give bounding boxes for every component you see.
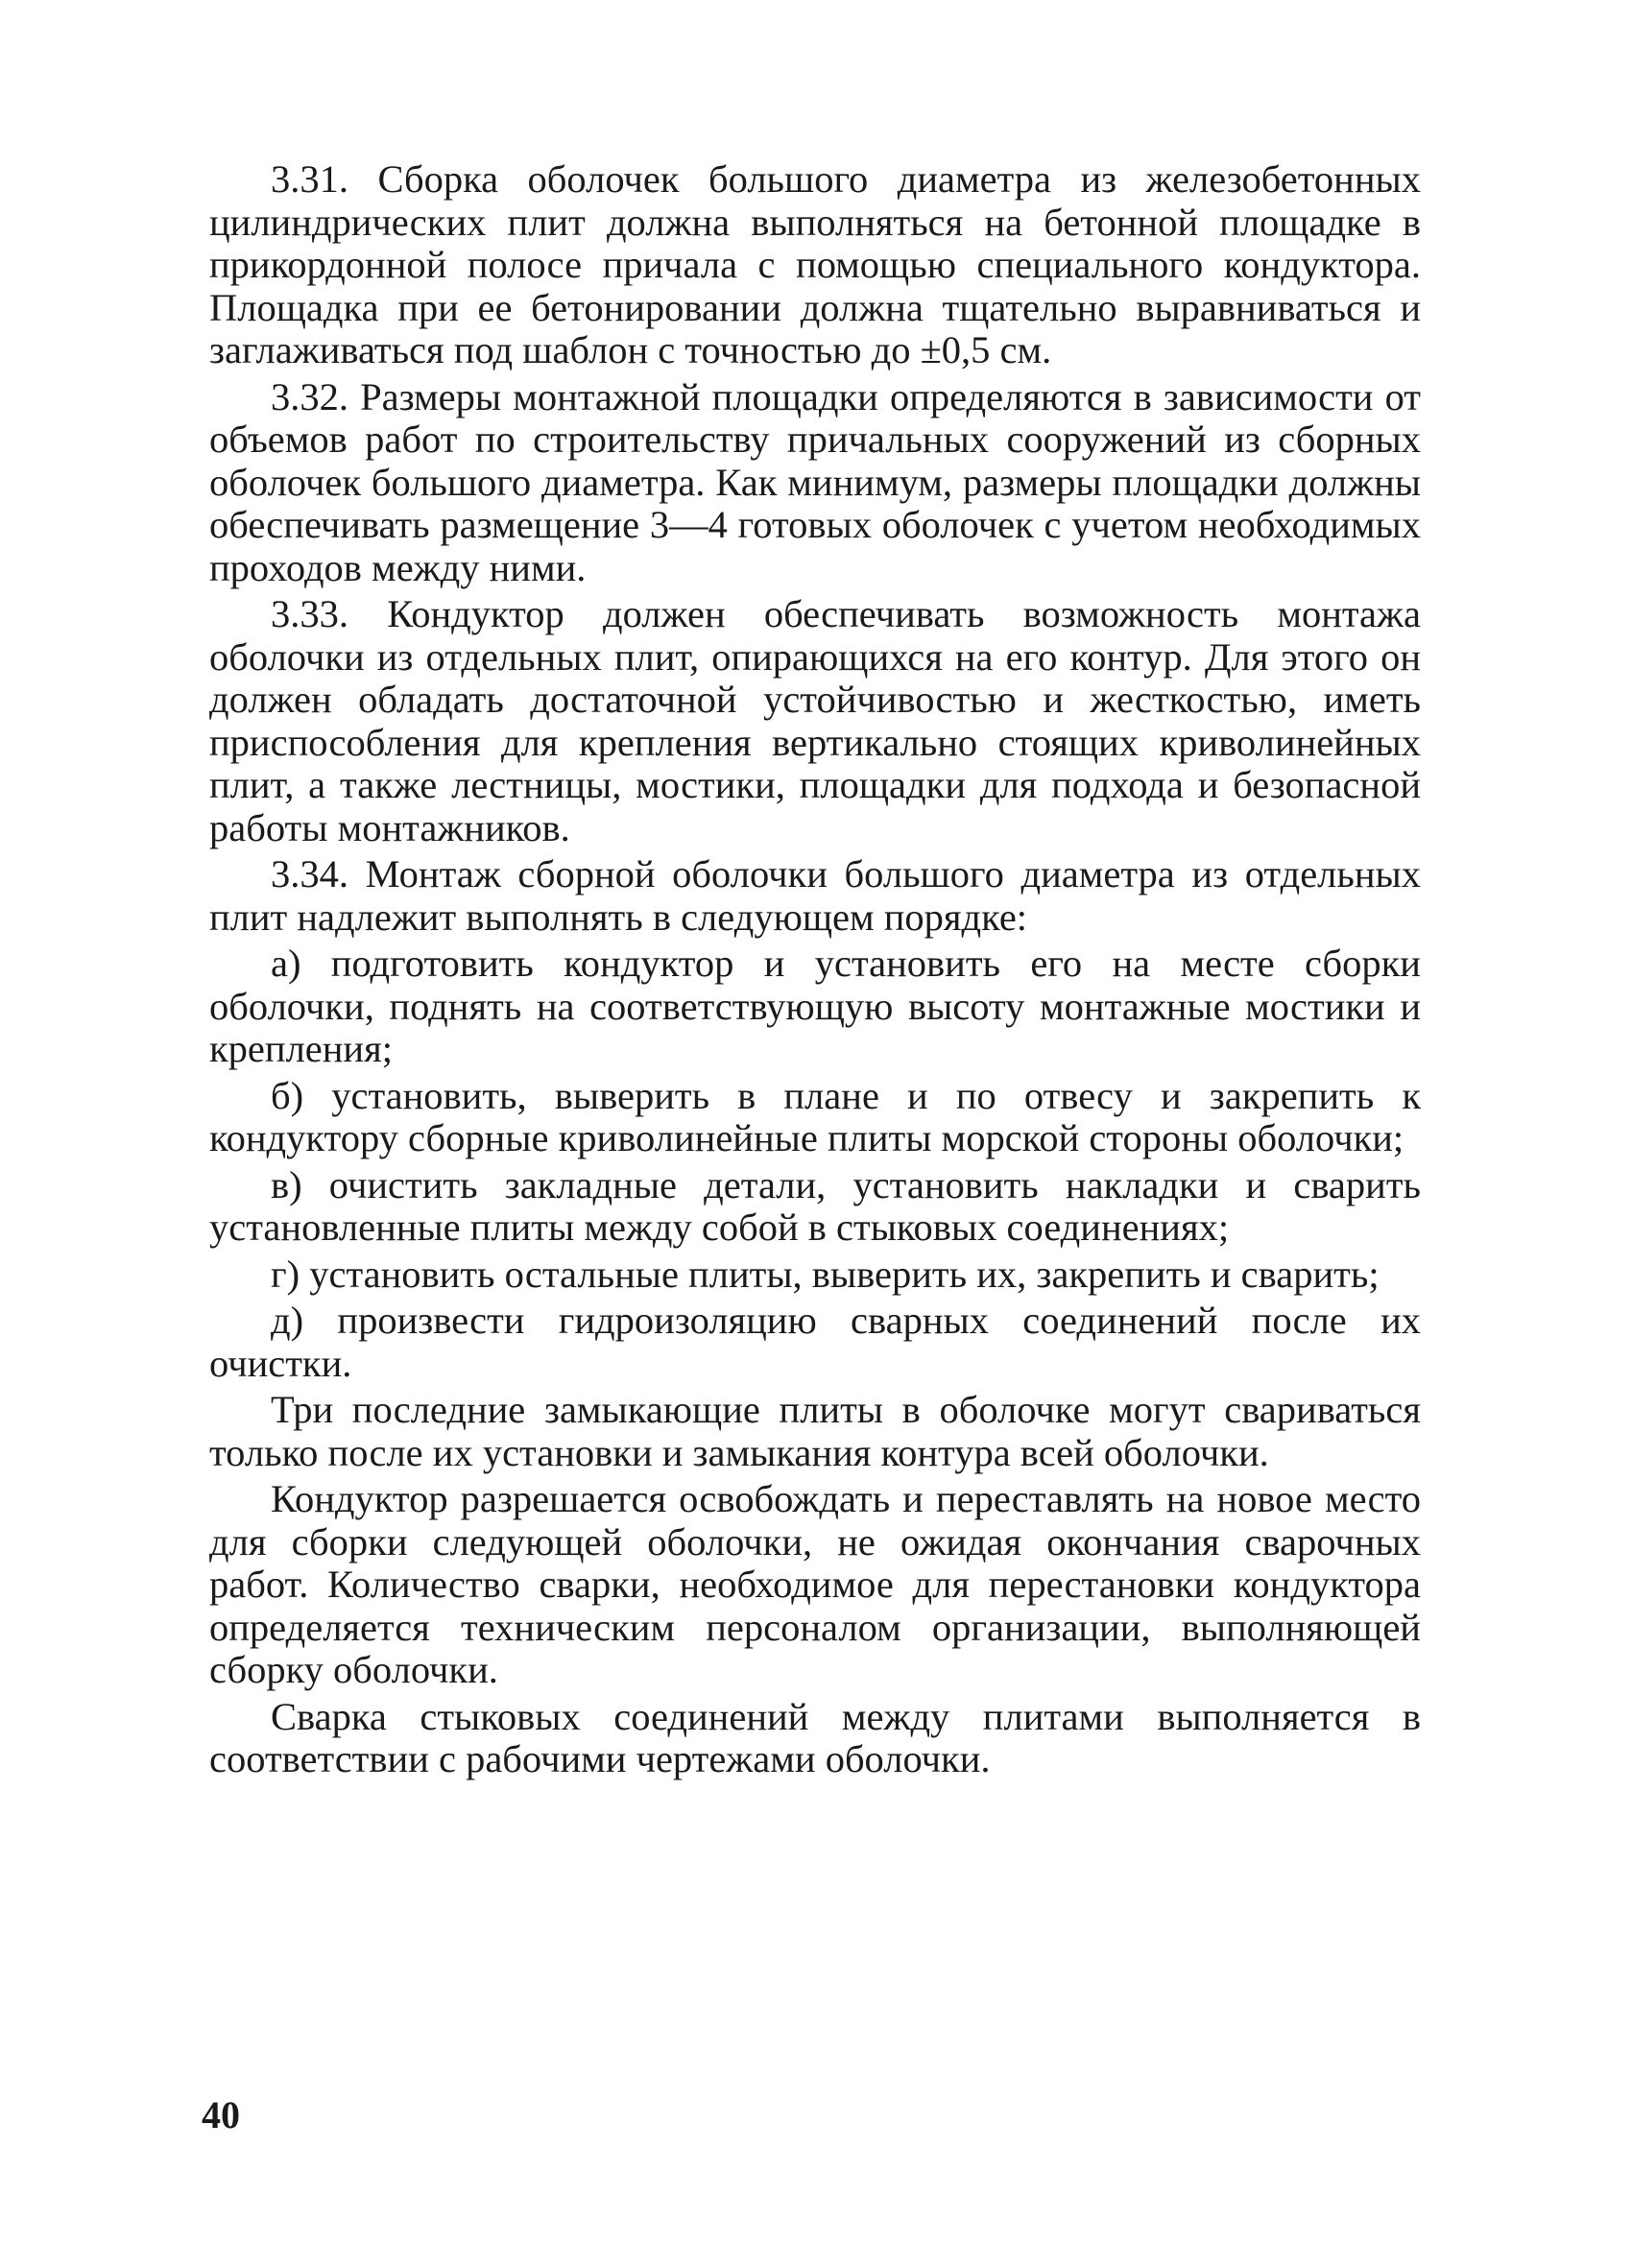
list-item-b: б) установить, выверить в плане и по отвесу и закрепить к кондуктору сборные криволинейные плиты морской стороны оболочки; — [209, 1073, 1421, 1159]
page-number: 40 — [202, 2093, 240, 2137]
paragraph-jig-relocation: Кондуктор разрешается освобождать и переставлять на новое место для сборки следующей оболочки, не ожидая окончания сварочных работ. Количество сварки, необходимое для перестановки кондуктора определяется техническим персоналом организации, выполняющей сборку оболочки. — [209, 1477, 1421, 1691]
paragraph-butt-welding: Сварка стыковых соединений между плитами выполняется в соответствии с рабочими чертежами оболочки. — [209, 1694, 1421, 1780]
paragraph-3-33: 3.33. Кондуктор должен обеспечивать возможность монтажа оболочки из отдельных плит, опирающихся на его контур. Для этого он должен обладать достаточной устойчивостью и жесткостью, иметь приспособления для крепления вертикально стоящих криволинейных плит, а также лестницы, мостики, площадки для подхода и безопасной работы монтажников. — [209, 592, 1421, 849]
paragraph-closing-plates: Три последние замыкающие плиты в оболочке могут свариваться только после их установки и замыкания контура всей оболочки. — [209, 1388, 1421, 1474]
paragraph-3-31: 3.31. Сборка оболочек большого диаметра из железобетонных цилиндрических плит должна выполняться на бетонной площадке в прикордонной полосе причала с помощью специального кондуктора. Площадка при ее бетонировании должна тщательно выравниваться и заглаживаться под шаблон с точностью до ±0,5 см. — [209, 157, 1421, 371]
list-item-g: г) установить остальные плиты, выверить их, закрепить и сварить; — [271, 1252, 1380, 1296]
paragraph-3-34: 3.34. Монтаж сборной оболочки большого диаметра из отдельных плит надлежит выполнять в следующем порядке: — [209, 852, 1421, 939]
list-item-a: а) подготовить кондуктор и установить его на месте сборки оболочки, поднять на соответствующую высоту монтажные мостики и крепления; — [209, 942, 1421, 1070]
list-item-v: в) очистить закладные детали, установить накладки и сварить установленные плиты между собой в стыковых соединениях; — [209, 1162, 1421, 1249]
page-body — [209, 158, 1421, 1785]
paragraph-3-32: 3.32. Размеры монтажной площадки определяются в зависимости от объемов работ по строительству причальных сооружений из сборных оболочек большого диаметра. Как минимум, размеры площадки должны обеспечивать размещение 3—4 готовых оболочек с учетом необходимых проходов между ними. — [209, 374, 1421, 589]
list-item-d: д) произвести гидроизоляцию сварных соединений после их очистки. — [209, 1299, 1421, 1385]
